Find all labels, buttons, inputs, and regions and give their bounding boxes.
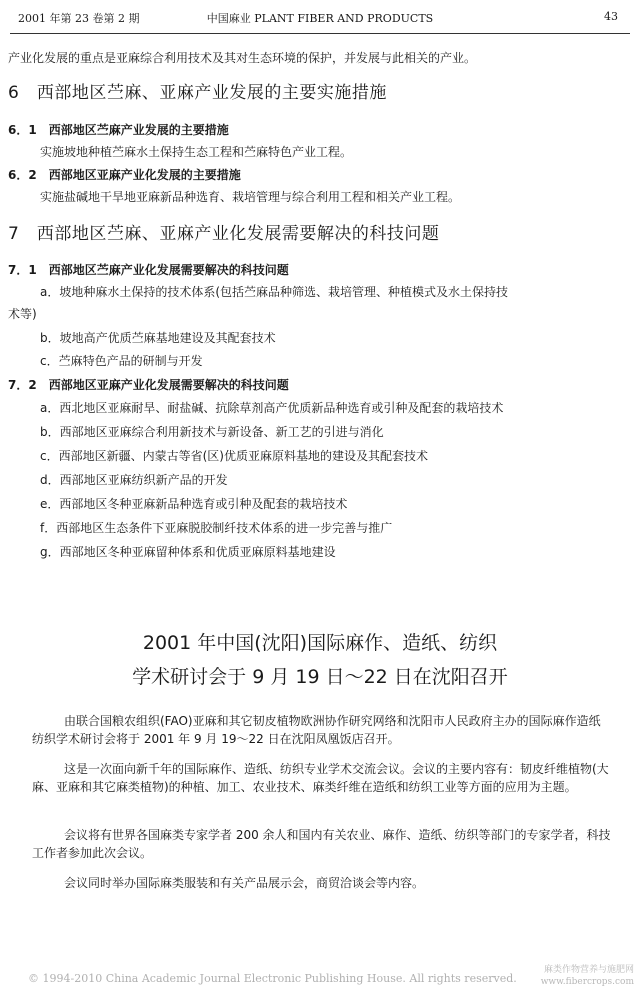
watermark-line-1: 麻类作物营养与施肥网	[543, 965, 634, 975]
section-6-heading: 6 西部地区苎麻、亚麻产业发展的主要实施措施	[8, 83, 387, 103]
section-7-1-heading: 7．1 西部地区苎麻产业化发展需要解决的科技问题	[8, 263, 289, 277]
list-item: 术等)	[8, 307, 37, 321]
list-item: a．西北地区亚麻耐旱、耐盐碱、抗除草剂高产优质新品种选育或引种及配套的栽培技术	[40, 401, 504, 415]
list-item: e．西部地区冬种亚麻新品种选育或引种及配套的栽培技术	[40, 497, 348, 511]
list-item: f．西部地区生态条件下亚麻脱胶制纤技术体系的进一步完善与推广	[40, 521, 393, 535]
page-footer	[0, 958, 640, 1000]
list-item: b．西部地区亚麻综合利用新技术与新设备、新工艺的引进与消化	[40, 425, 384, 439]
page-header	[0, 0, 640, 34]
issue-info: 2001 年第 23 卷第 2 期	[18, 12, 140, 25]
list-item: c．苎麻特色产品的研制与开发	[40, 354, 203, 368]
copyright-notice: © 1994-2010 China Academic Journal Electronic Publishing House. All rights reserved.	[28, 972, 517, 985]
announcement-paragraph-3: 会议将有世界各国麻类专家学者 200 余人和国内有关农业、麻作、造纸、纺织等部门的专家学者，科技工作者参加此次会议。	[32, 828, 611, 860]
list-item: d．西部地区亚麻纺织新产品的开发	[40, 473, 228, 487]
list-item: c．西部地区新疆、内蒙古等省(区)优质亚麻原料基地的建设及其配套技术	[40, 449, 428, 463]
section-7-2-heading: 7．2 西部地区亚麻产业化发展需要解决的科技问题	[8, 378, 289, 392]
section-6-2-heading: 6．2 西部地区亚麻产业化发展的主要措施	[8, 168, 241, 182]
watermark-line-2: www.fibercrops.com	[540, 977, 634, 987]
list-item: b．坡地高产优质苎麻基地建设及其配套技术	[40, 331, 276, 345]
top-paragraph: 产业化发展的重点是亚麻综合利用技术及其对生态环境的保护，并发展与此相关的产业。	[8, 51, 477, 65]
site-watermark	[541, 964, 634, 988]
section-6-1-heading: 6．1 西部地区苎麻产业发展的主要措施	[8, 123, 229, 137]
announcement-title-line-1: 2001 年中国(沈阳)国际麻作、造纸、纺织	[142, 632, 498, 654]
announcement-title-line-2: 学术研讨会于 9 月 19 日～22 日在沈阳召开	[132, 666, 508, 688]
section-6-2-text: 实施盐碱地干旱地亚麻新品种选育、栽培管理与综合利用工程和相关产业工程。	[40, 190, 461, 204]
list-item: a．坡地种麻水土保持的技术体系(包括苎麻品种筛选、栽培管理、种植模式及水土保持技	[40, 285, 509, 299]
section-7-heading: 7 西部地区苎麻、亚麻产业化发展需要解决的科技问题	[8, 224, 440, 244]
section-6-1-text: 实施坡地种植苎麻水土保持生态工程和苎麻特色产业工程。	[40, 145, 353, 159]
page-number: 43	[604, 10, 618, 23]
announcement-paragraph-2: 这是一次面向新千年的国际麻作、造纸、纺织专业学术交流会议。会议的主要内容有：韧皮纤维植物(大麻、亚麻和其它麻类植物)的种植、加工、农业技术、麻类纤维在造纸和纺织工业等方面的应用为主题。	[32, 762, 609, 794]
announcement-paragraph-4: 会议同时举办国际麻类服装和有关产品展示会，商贸洽谈会等内容。	[64, 876, 425, 890]
list-item: g．西部地区冬种亚麻留种体系和优质亚麻原料基地建设	[40, 545, 336, 559]
announcement-paragraph-1: 由联合国粮农组织(FAO)亚麻和其它韧皮植物欧洲协作研究网络和沈阳市人民政府主办的国际麻作造纸纺织学术研讨会将于 2001 年 9 月 19～22 日在沈阳凤凰饭店召开。	[32, 714, 601, 746]
header-rule	[10, 33, 630, 34]
journal-name: 中国麻业 PLANT FIBER AND PRODUCTS	[206, 12, 434, 25]
